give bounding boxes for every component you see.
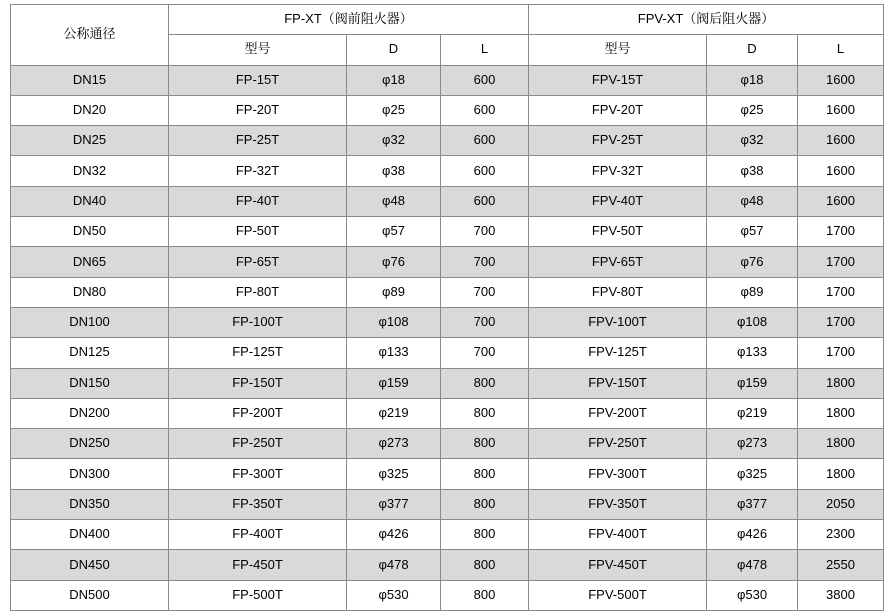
cell-model-right: FPV-300T	[529, 459, 707, 489]
cell-l-right: 1600	[798, 186, 884, 216]
table-row	[11, 368, 884, 398]
cell-model-left: FP-500T	[169, 580, 347, 610]
table-row	[11, 429, 884, 459]
cell-model-left: FP-15T	[169, 65, 347, 95]
cell-l-right: 1700	[798, 217, 884, 247]
header-model-right: 型号	[529, 35, 707, 65]
cell-l-right: 2300	[798, 520, 884, 550]
table-row	[11, 489, 884, 519]
cell-model-left: FP-450T	[169, 550, 347, 580]
cell-model-right: FPV-125T	[529, 338, 707, 368]
table-row	[11, 550, 884, 580]
cell-l-right: 1600	[798, 126, 884, 156]
cell-l-right: 1700	[798, 247, 884, 277]
cell-d-right: φ377	[707, 489, 798, 519]
cell-model-left: FP-350T	[169, 489, 347, 519]
table-row	[11, 398, 884, 428]
cell-l-right: 1700	[798, 307, 884, 337]
cell-nominal-diameter: DN25	[11, 126, 169, 156]
cell-model-right: FPV-50T	[529, 217, 707, 247]
cell-model-right: FPV-350T	[529, 489, 707, 519]
cell-d-left: φ108	[347, 307, 441, 337]
cell-nominal-diameter: DN450	[11, 550, 169, 580]
cell-model-left: FP-100T	[169, 307, 347, 337]
cell-nominal-diameter: DN300	[11, 459, 169, 489]
cell-nominal-diameter: DN200	[11, 398, 169, 428]
table-row	[11, 156, 884, 186]
cell-d-right: φ18	[707, 65, 798, 95]
cell-d-right: φ530	[707, 580, 798, 610]
cell-model-left: FP-40T	[169, 186, 347, 216]
cell-l-left: 600	[441, 126, 529, 156]
cell-d-right: φ89	[707, 277, 798, 307]
header-d-right: D	[707, 35, 798, 65]
header-l-left: L	[441, 35, 529, 65]
cell-l-left: 800	[441, 550, 529, 580]
cell-l-right: 2050	[798, 489, 884, 519]
cell-nominal-diameter: DN500	[11, 580, 169, 610]
header-d-left: D	[347, 35, 441, 65]
cell-l-right: 2550	[798, 550, 884, 580]
table-row	[11, 217, 884, 247]
cell-nominal-diameter: DN100	[11, 307, 169, 337]
cell-model-right: FPV-40T	[529, 186, 707, 216]
cell-model-left: FP-200T	[169, 398, 347, 428]
cell-d-left: φ48	[347, 186, 441, 216]
cell-l-left: 800	[441, 580, 529, 610]
cell-model-left: FP-300T	[169, 459, 347, 489]
header-row-groups	[11, 5, 884, 35]
cell-l-left: 700	[441, 307, 529, 337]
cell-nominal-diameter: DN40	[11, 186, 169, 216]
cell-model-left: FP-125T	[169, 338, 347, 368]
cell-nominal-diameter: DN125	[11, 338, 169, 368]
cell-l-right: 1800	[798, 398, 884, 428]
cell-d-right: φ38	[707, 156, 798, 186]
cell-d-right: φ57	[707, 217, 798, 247]
cell-nominal-diameter: DN250	[11, 429, 169, 459]
cell-d-right: φ133	[707, 338, 798, 368]
table-row	[11, 95, 884, 125]
cell-model-right: FPV-200T	[529, 398, 707, 428]
cell-model-left: FP-80T	[169, 277, 347, 307]
cell-d-right: φ478	[707, 550, 798, 580]
header-nominal-diameter: 公称通径	[11, 5, 169, 66]
header-model-left: 型号	[169, 35, 347, 65]
table-row	[11, 459, 884, 489]
cell-d-right: φ325	[707, 459, 798, 489]
cell-d-right: φ273	[707, 429, 798, 459]
cell-model-left: FP-20T	[169, 95, 347, 125]
cell-l-right: 1800	[798, 429, 884, 459]
cell-nominal-diameter: DN400	[11, 520, 169, 550]
cell-d-left: φ32	[347, 126, 441, 156]
cell-d-right: φ159	[707, 368, 798, 398]
table-row	[11, 338, 884, 368]
cell-d-left: φ159	[347, 368, 441, 398]
table-body	[11, 65, 884, 610]
cell-l-left: 700	[441, 338, 529, 368]
header-group-fp-xt: FP-XT（阀前阻火器）	[169, 5, 529, 35]
table-row	[11, 520, 884, 550]
cell-d-right: φ76	[707, 247, 798, 277]
cell-model-right: FPV-250T	[529, 429, 707, 459]
cell-l-right: 1700	[798, 338, 884, 368]
table-row	[11, 277, 884, 307]
cell-l-left: 700	[441, 217, 529, 247]
table-row	[11, 186, 884, 216]
cell-model-right: FPV-65T	[529, 247, 707, 277]
cell-d-left: φ273	[347, 429, 441, 459]
cell-model-left: FP-50T	[169, 217, 347, 247]
cell-model-right: FPV-400T	[529, 520, 707, 550]
table-row	[11, 307, 884, 337]
cell-d-left: φ25	[347, 95, 441, 125]
cell-l-right: 1600	[798, 95, 884, 125]
cell-model-right: FPV-15T	[529, 65, 707, 95]
cell-l-left: 800	[441, 520, 529, 550]
cell-l-left: 600	[441, 186, 529, 216]
cell-l-right: 3800	[798, 580, 884, 610]
cell-nominal-diameter: DN150	[11, 368, 169, 398]
cell-d-left: φ57	[347, 217, 441, 247]
flame-arrester-spec-table	[10, 4, 884, 611]
cell-l-left: 800	[441, 459, 529, 489]
cell-l-left: 600	[441, 95, 529, 125]
cell-l-right: 1600	[798, 156, 884, 186]
cell-d-right: φ426	[707, 520, 798, 550]
table-header	[11, 5, 884, 66]
cell-model-left: FP-65T	[169, 247, 347, 277]
cell-d-left: φ38	[347, 156, 441, 186]
cell-d-left: φ478	[347, 550, 441, 580]
table-row	[11, 247, 884, 277]
cell-model-left: FP-400T	[169, 520, 347, 550]
cell-model-right: FPV-450T	[529, 550, 707, 580]
header-l-right: L	[798, 35, 884, 65]
cell-model-right: FPV-150T	[529, 368, 707, 398]
header-group-fpv-xt: FPV-XT（阀后阻火器）	[529, 5, 884, 35]
table-row	[11, 580, 884, 610]
cell-d-right: φ32	[707, 126, 798, 156]
cell-d-left: φ18	[347, 65, 441, 95]
cell-model-right: FPV-100T	[529, 307, 707, 337]
cell-model-left: FP-32T	[169, 156, 347, 186]
cell-l-left: 600	[441, 156, 529, 186]
cell-d-right: φ48	[707, 186, 798, 216]
cell-l-left: 800	[441, 398, 529, 428]
table-row	[11, 65, 884, 95]
cell-nominal-diameter: DN50	[11, 217, 169, 247]
cell-d-left: φ76	[347, 247, 441, 277]
cell-d-left: φ530	[347, 580, 441, 610]
cell-model-left: FP-25T	[169, 126, 347, 156]
cell-l-left: 700	[441, 247, 529, 277]
cell-d-right: φ108	[707, 307, 798, 337]
cell-d-left: φ219	[347, 398, 441, 428]
cell-model-left: FP-150T	[169, 368, 347, 398]
cell-nominal-diameter: DN20	[11, 95, 169, 125]
cell-d-left: φ133	[347, 338, 441, 368]
cell-d-left: φ377	[347, 489, 441, 519]
cell-model-left: FP-250T	[169, 429, 347, 459]
cell-l-left: 800	[441, 489, 529, 519]
cell-nominal-diameter: DN65	[11, 247, 169, 277]
cell-d-left: φ426	[347, 520, 441, 550]
cell-l-left: 800	[441, 368, 529, 398]
cell-d-right: φ219	[707, 398, 798, 428]
cell-d-left: φ325	[347, 459, 441, 489]
cell-model-right: FPV-20T	[529, 95, 707, 125]
cell-l-right: 1800	[798, 459, 884, 489]
cell-nominal-diameter: DN80	[11, 277, 169, 307]
cell-l-right: 1600	[798, 65, 884, 95]
cell-d-right: φ25	[707, 95, 798, 125]
cell-nominal-diameter: DN32	[11, 156, 169, 186]
cell-l-right: 1700	[798, 277, 884, 307]
table-row	[11, 126, 884, 156]
cell-model-right: FPV-80T	[529, 277, 707, 307]
cell-l-right: 1800	[798, 368, 884, 398]
cell-model-right: FPV-32T	[529, 156, 707, 186]
cell-l-left: 800	[441, 429, 529, 459]
cell-d-left: φ89	[347, 277, 441, 307]
cell-l-left: 600	[441, 65, 529, 95]
cell-nominal-diameter: DN15	[11, 65, 169, 95]
cell-l-left: 700	[441, 277, 529, 307]
cell-model-right: FPV-500T	[529, 580, 707, 610]
cell-nominal-diameter: DN350	[11, 489, 169, 519]
cell-model-right: FPV-25T	[529, 126, 707, 156]
